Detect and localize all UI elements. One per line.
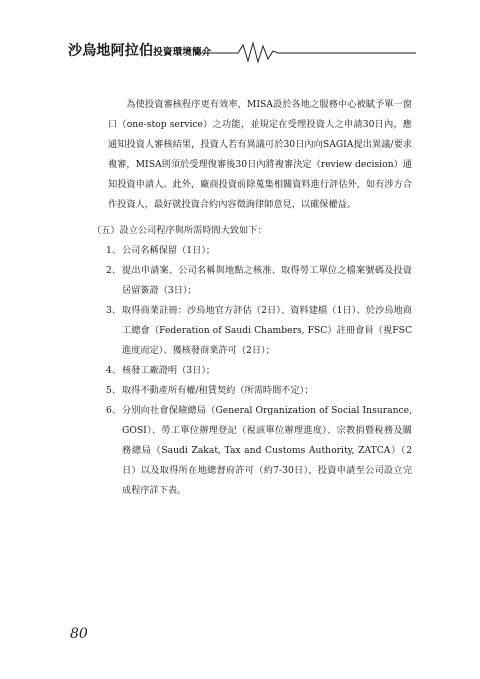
intro-section	[108, 95, 412, 215]
intro-paragraph: 為使投資審核程序更有效率，MISA設於各地之服務中心被賦予單一窗口（one-stop service）之功能，並規定在受理投資人之申請30日內，應通知投資人審核結果，投資人若有異議可於30日內向SAGIA提出異議/要求複審，MISA則須於受理復審後30日內將複審決定（review decision）通知投資申請人。此外，廠商投資前除蒐集相關資料進行評估外，如有涉方合作投資人，最好就投資合約內容徵詢律師意見，以確保權益。	[108, 99, 412, 210]
list-item-number: 3、	[106, 305, 122, 316]
list-item	[92, 241, 412, 261]
header-title	[68, 40, 211, 63]
list-item	[92, 361, 412, 381]
company-setup-section	[92, 221, 412, 501]
list-item-number: 4、	[106, 365, 122, 376]
list-item-text: 核發工廠證明（3日）；	[122, 365, 216, 376]
list-item-text: 取得不動產所有權/租賃契約（所需時間不定）；	[122, 385, 314, 396]
header-title-main: 沙烏地阿拉伯	[68, 43, 154, 59]
list-item	[92, 261, 412, 301]
list-item-text: 提出申請案、公司名稱與地點之核准、取得勞工單位之檔案號碼及投資居留簽證（3日）；	[122, 265, 412, 296]
list-item-number: 1、	[106, 245, 122, 256]
list-item	[92, 401, 412, 501]
page-number: 80	[70, 626, 88, 642]
list-item-text: 公司名稱保留（1日）；	[122, 245, 216, 256]
section-heading: （五）設立公司程序與所需時間大致如下：	[92, 225, 267, 236]
list-item-text: 分別向社會保險總局（General Organization of Social Insurance, GOSI）、勞工單位辦理登記（視該單位辦理進度）、宗教捐暨稅務及關務總局（Saudi Zakat, Tax and Customs Authority, ZATCA）（2日）以及取得所在地總督府許可（約7-30日），投資申請至公司設立完成程序詳下表。	[122, 405, 412, 496]
page-header	[68, 40, 418, 66]
list-item-number: 6、	[106, 405, 122, 416]
header-title-sub: 投資環境簡介	[153, 47, 212, 58]
list-item-text: 取得商業註冊：沙烏地官方評估（2日）、資料建檔（1日）、於沙烏地商工總會（Federation of Saudi Chambers, FSC）註冊會員（視FSC進度而定）、獲核發商業許可（2日）；	[122, 305, 412, 356]
list-item-number: 5、	[106, 385, 122, 396]
list-item-number: 2、	[106, 265, 122, 276]
list-item	[92, 381, 412, 401]
list-item	[92, 301, 412, 361]
